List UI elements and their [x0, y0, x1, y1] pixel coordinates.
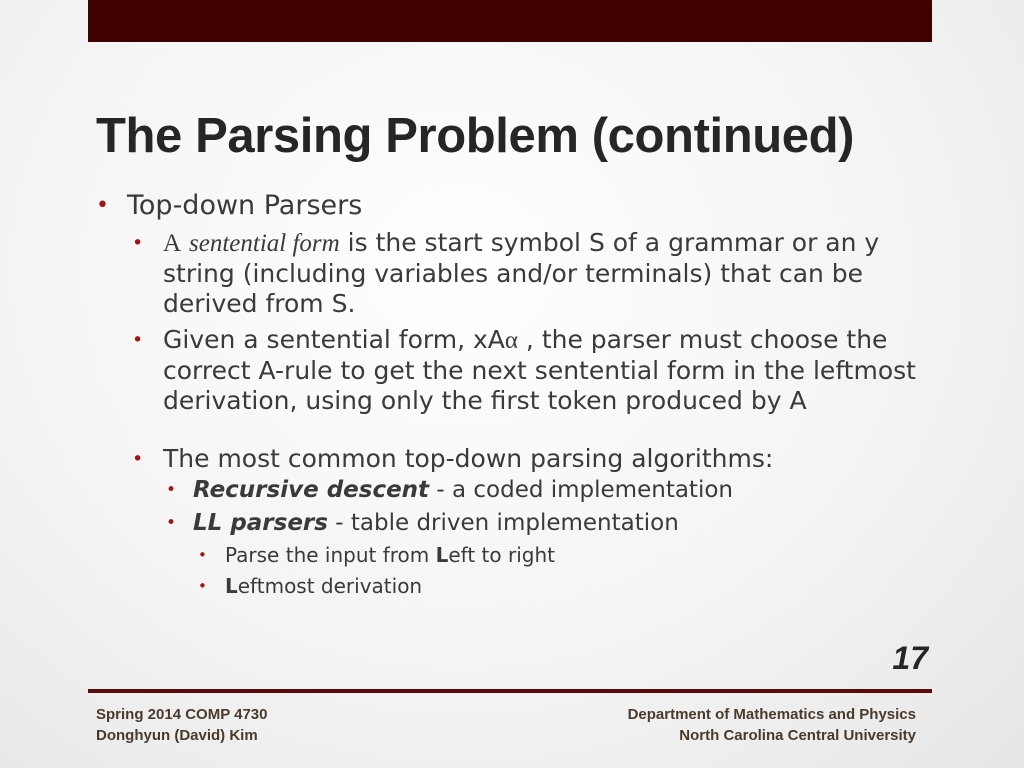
bullet-leftmost-derivation	[96, 571, 926, 602]
footer-course: Spring 2014 COMP 4730	[96, 706, 268, 723]
slide-body	[96, 190, 926, 602]
bullet-icon: •	[166, 480, 177, 500]
bullet-text-continued: eft to right	[448, 543, 555, 567]
bullet-sentential-form	[96, 228, 926, 319]
footer-university: North Carolina Central University	[679, 727, 916, 744]
bullet-text-continued: , the parser must choose the correct A-rule to get the next sentential form in the leftmost derivation, using only the first token produced by A	[163, 325, 916, 415]
bullet-text: is the start symbol S of a grammar or an y string (including variables and/or terminals) that can be derived from S.	[163, 228, 880, 318]
article-a: A	[163, 230, 182, 257]
bullet-icon: •	[198, 577, 207, 595]
footer-author: Donghyun (David) Kim	[96, 727, 258, 744]
footer-department: Department of Mathematics and Physics	[627, 706, 916, 723]
term-recursive-descent: Recursive descent	[193, 477, 430, 503]
bullet-ll-parsers	[96, 507, 926, 540]
bullet-top-down-parsers	[96, 190, 926, 222]
bullet-parse-input	[96, 540, 926, 571]
bullet-text: Given a sentential form, xA	[163, 325, 505, 354]
bullet-text: - table driven implementation	[327, 510, 679, 536]
bold-letter-l: L	[225, 574, 238, 598]
bullet-common-algorithms	[96, 444, 926, 474]
bullet-text: eftmost derivation	[237, 574, 423, 598]
bullet-text: - a coded implementation	[429, 477, 733, 503]
slide-number: 17	[892, 640, 928, 676]
alpha-symbol: α	[504, 327, 518, 354]
slide-title: The Parsing Problem (continued)	[96, 109, 855, 163]
spacer	[96, 416, 926, 438]
bullet-icon: •	[132, 232, 144, 254]
bullet-icon: •	[198, 546, 207, 564]
footer-right	[628, 704, 916, 746]
footer-divider	[88, 689, 932, 693]
term-sentential-form: sentential form	[189, 230, 340, 257]
bullet-text: Top-down Parsers	[127, 190, 363, 221]
bullet-icon: •	[166, 513, 177, 533]
bold-letter-l: L	[435, 543, 449, 567]
bullet-recursive-descent	[96, 474, 926, 507]
footer-left	[96, 704, 267, 746]
bullet-text: Parse the input from	[225, 543, 436, 567]
bullet-given-sentential-form	[96, 325, 926, 416]
bullet-icon: •	[132, 329, 144, 351]
bullet-icon: •	[96, 193, 109, 218]
bullet-icon: •	[132, 448, 144, 470]
bullet-text: The most common top-down parsing algorithms:	[163, 444, 774, 473]
top-accent-bar	[88, 0, 932, 42]
term-ll-parsers: LL parsers	[193, 510, 328, 536]
